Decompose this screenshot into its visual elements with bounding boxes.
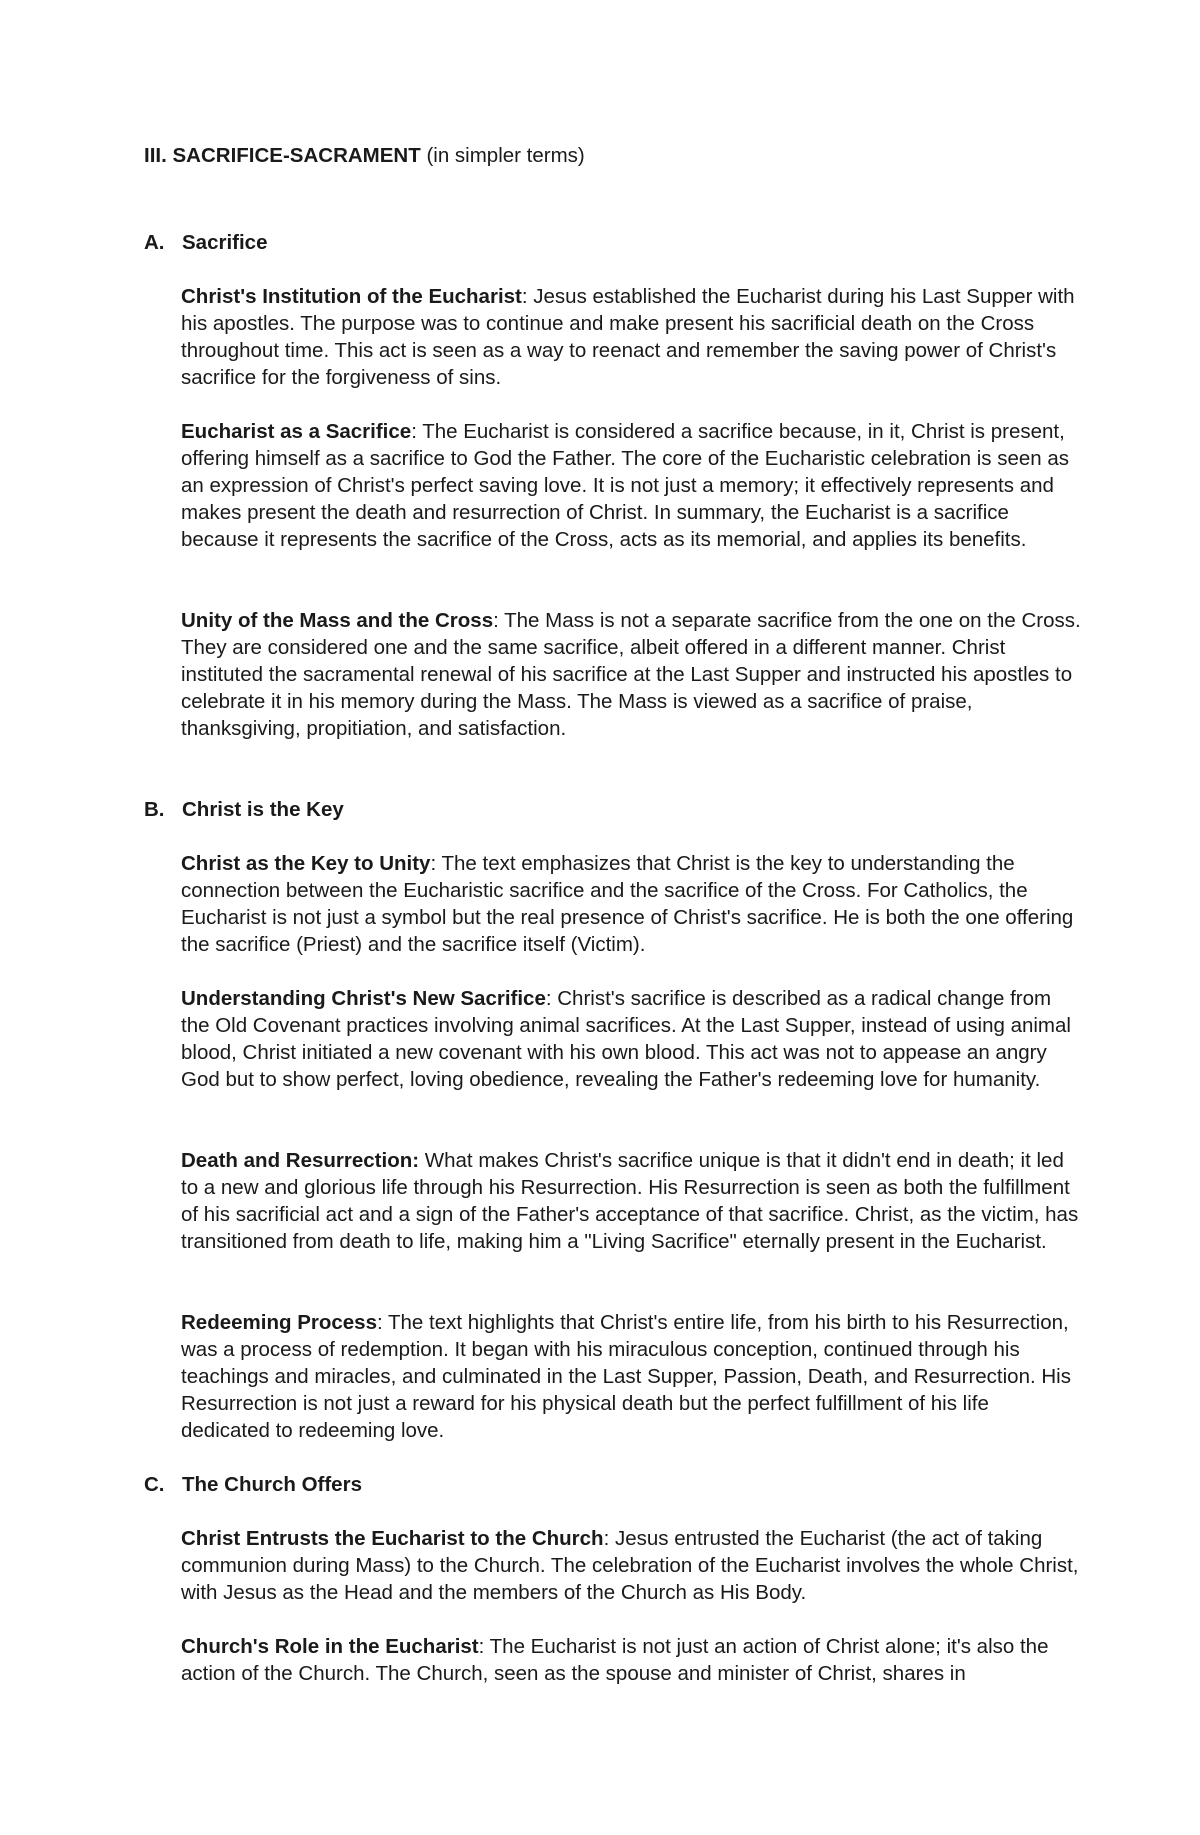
paragraph-text: : The text highlights that Christ's entire life, from his birth to his Resurrection, was a process of redemption. It began with his miraculous conception, continued through his teachings and miracles, and culminated in the Last Supper, Passion, Death, and Resurrection. His Resurrection is not just a reward for his physical death but the perfect fulfillment of his life dedicated to redeeming love. bbox=[181, 1311, 1071, 1442]
paragraph-new-sacrifice bbox=[181, 985, 1081, 1093]
paragraph-term: Christ Entrusts the Eucharist to the Church bbox=[181, 1527, 604, 1550]
section-heading-c bbox=[144, 1471, 362, 1498]
paragraph-text: : The Mass is not a separate sacrifice from the one on the Cross. They are considered one and the same sacrifice, albeit offered in a different manner. Christ instituted the sacramental renewal of his sacrifice at the Last Supper and instructed his apostles to celebrate it in his memory during the Mass. The Mass is viewed as a sacrifice of praise, thanksgiving, propitiation, and satisfaction. bbox=[181, 609, 1081, 740]
paragraph-term: Christ as the Key to Unity bbox=[181, 852, 431, 875]
paragraph-term: Eucharist as a Sacrifice bbox=[181, 420, 412, 443]
paragraph-term: Christ's Institution of the Eucharist bbox=[181, 285, 522, 308]
section-title: Christ is the Key bbox=[182, 798, 344, 821]
document-title bbox=[144, 142, 585, 169]
title-note: (in simpler terms) bbox=[420, 144, 585, 167]
section-heading-b bbox=[144, 796, 344, 823]
section-letter: A. bbox=[144, 231, 165, 254]
paragraph-term: Understanding Christ's New Sacrifice bbox=[181, 987, 546, 1010]
paragraph-redeeming-process bbox=[181, 1309, 1081, 1444]
paragraph-text: : The text emphasizes that Christ is the key to understanding the connection between the Eucharistic sacrifice and the sacrifice of the Cross. For Catholics, the Eucharist is not just a symbol but the real presence of Christ's sacrifice. He is both the one offering the sacrifice (Priest) and the sacrifice itself (Victim). bbox=[181, 852, 1074, 956]
paragraph-death-resurrection bbox=[181, 1147, 1081, 1255]
section-letter: B. bbox=[144, 798, 165, 821]
paragraph-term: Death and Resurrection: bbox=[181, 1149, 420, 1172]
section-title: The Church Offers bbox=[182, 1473, 362, 1496]
section-letter: C. bbox=[144, 1473, 165, 1496]
paragraph-key-to-unity bbox=[181, 850, 1081, 958]
paragraph-text: What makes Christ's sacrifice unique is that it didn't end in death; it led to a new and glorious life through his Resurrection. His Resurrection is seen as both the fulfillment of his sacrificial act and a sign of the Father's acceptance of that sacrifice. Christ, as the victim, has transitioned from death to life, making him a "Living Sacrifice" eternally present in the Eucharist. bbox=[181, 1149, 1079, 1253]
paragraph-unity-mass-cross bbox=[181, 607, 1081, 742]
paragraph-church-role bbox=[181, 1633, 1081, 1687]
section-heading-a bbox=[144, 229, 267, 256]
paragraph-text: : The Eucharist is not just an action of Christ alone; it's also the action of the Church. The Church, seen as the spouse and minister of Christ, shares in bbox=[181, 1635, 1049, 1685]
paragraph-entrusts-eucharist bbox=[181, 1525, 1081, 1606]
paragraph-term: Church's Role in the Eucharist bbox=[181, 1635, 479, 1658]
paragraph-term: Unity of the Mass and the Cross bbox=[181, 609, 494, 632]
paragraph-text: : Christ's sacrifice is described as a radical change from the Old Covenant practices involving animal sacrifices. At the Last Supper, instead of using animal blood, Christ initiated a new covenant with his own blood. This act was not to appease an angry God but to show perfect, loving obedience, revealing the Father's redeeming love for humanity. bbox=[181, 987, 1071, 1091]
paragraph-eucharist-sacrifice bbox=[181, 418, 1081, 553]
paragraph-institution bbox=[181, 283, 1081, 391]
section-title: Sacrifice bbox=[182, 231, 268, 254]
paragraph-text: : The Eucharist is considered a sacrifice because, in it, Christ is present, offering himself as a sacrifice to God the Father. The core of the Eucharistic celebration is seen as an expression of Christ's perfect saving love. It is not just a memory; it effectively represents and makes present the death and resurrection of Christ. In summary, the Eucharist is a sacrifice because it represents the sacrifice of the Cross, acts as its memorial, and applies its benefits. bbox=[181, 420, 1070, 551]
paragraph-text: : Jesus entrusted the Eucharist (the act of taking communion during Mass) to the Church. The celebration of the Eucharist involves the whole Christ, with Jesus as the Head and the members of the Church as His Body. bbox=[181, 1527, 1079, 1604]
paragraph-term: Redeeming Process bbox=[181, 1311, 377, 1334]
paragraph-text: : Jesus established the Eucharist during his Last Supper with his apostles. The purpose was to continue and make present his sacrificial death on the Cross throughout time. This act is seen as a way to reenact and remember the saving power of Christ's sacrifice for the forgiveness of sins. bbox=[181, 285, 1075, 389]
title-main: III. SACRIFICE-SACRAMENT bbox=[144, 144, 421, 167]
